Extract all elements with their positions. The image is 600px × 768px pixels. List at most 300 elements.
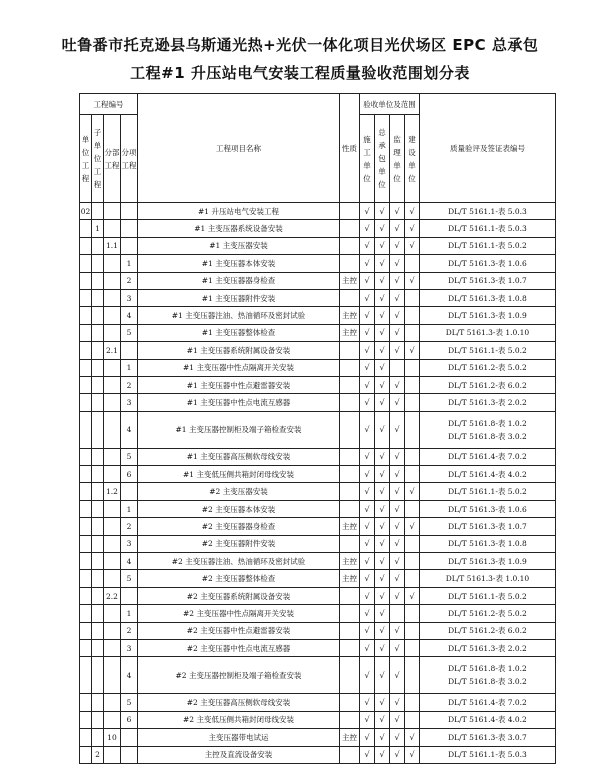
evaluation-form-code: DL/T 5161.1-表 5.0.3 xyxy=(448,224,527,234)
evaluation-form-code: DL/T 5161.2-表 5.0.2 xyxy=(448,608,527,618)
check-supervision: √ xyxy=(390,394,405,411)
cell-nature xyxy=(340,500,360,517)
cell-evaluation-form-no xyxy=(420,570,556,587)
cell-project-name: #1 主变压器中性点电流互感器 xyxy=(138,394,340,411)
cell-nature: 主控 xyxy=(340,307,360,324)
cell-part xyxy=(104,639,121,656)
cell-nature xyxy=(340,746,360,763)
check-supervision: √ xyxy=(390,553,405,570)
cell-unit xyxy=(80,307,92,324)
cell-nature: 主控 xyxy=(340,729,360,746)
cell-evaluation-form-no xyxy=(420,553,556,570)
cell-part xyxy=(104,746,121,763)
cell-item xyxy=(121,746,138,763)
cell-project-name: #1 主变压器整体检查 xyxy=(138,324,340,341)
cell-part xyxy=(104,694,121,711)
evaluation-form-code: DL/T 5161.2-表 6.0.2 xyxy=(448,626,527,636)
cell-project-name: 主变压器带电试运 xyxy=(138,729,340,746)
check-general: √ xyxy=(375,657,390,694)
cell-unit xyxy=(80,483,92,500)
cell-project-name: #1 主变压器中性点避雷器安装 xyxy=(138,376,340,393)
cell-item: 5 xyxy=(121,570,138,587)
check-construction: √ xyxy=(360,394,375,411)
cell-unit xyxy=(80,587,92,604)
cell-project-name: #1 主变压器器身检查 xyxy=(138,272,340,289)
check-construction: √ xyxy=(360,466,375,483)
cell-nature xyxy=(340,483,360,500)
check-supervision xyxy=(390,359,405,376)
cell-sub-unit xyxy=(92,570,104,587)
cell-item xyxy=(121,203,138,220)
cell-project-name: #2 主变压器附件安装 xyxy=(138,535,340,552)
check-construction: √ xyxy=(360,587,375,604)
check-construction: √ xyxy=(360,518,375,535)
cell-evaluation-form-no xyxy=(420,605,556,622)
cell-part xyxy=(104,448,121,465)
check-general: √ xyxy=(375,289,390,306)
cell-project-name: #1 主变压器安装 xyxy=(138,237,340,254)
cell-part: 2.1 xyxy=(104,342,121,359)
cell-evaluation-form-no xyxy=(420,307,556,324)
cell-part xyxy=(104,307,121,324)
cell-sub-unit xyxy=(92,694,104,711)
cell-item: 5 xyxy=(121,448,138,465)
evaluation-form-code: DL/T 5161.3-表 1.0.10 xyxy=(445,328,530,338)
cell-item: 1 xyxy=(121,359,138,376)
cell-project-name: #1 主变压器系统附属设备安装 xyxy=(138,342,340,359)
cell-project-name: #2 主变压器高压侧软母线安装 xyxy=(138,694,340,711)
cell-project-name: #1 主变压器注油、热油循环及密封试验 xyxy=(138,307,340,324)
acceptance-scope-table xyxy=(79,93,556,764)
cell-sub-unit xyxy=(92,272,104,289)
check-supervision: √ xyxy=(390,622,405,639)
cell-evaluation-form-no xyxy=(420,657,556,694)
cell-evaluation-form-no xyxy=(420,518,556,535)
check-general: √ xyxy=(375,535,390,552)
check-supervision: √ xyxy=(390,483,405,500)
header-supervision-unit: 监理单位 xyxy=(390,115,405,203)
evaluation-form-code: DL/T 5161.3-表 1.0.9 xyxy=(448,556,527,566)
cell-project-name: #1 升压站电气安装工程 xyxy=(138,203,340,220)
check-supervision: √ xyxy=(390,729,405,746)
table-row xyxy=(80,639,556,656)
evaluation-form-code: DL/T 5161.3-表 1.0.6 xyxy=(448,258,527,268)
check-general: √ xyxy=(375,694,390,711)
check-construction: √ xyxy=(360,535,375,552)
evaluation-form-code: DL/T 5161.3-表 1.0.7 xyxy=(448,521,527,531)
cell-evaluation-form-no xyxy=(420,711,556,728)
evaluation-form-code: DL/T 5161.3-表 1.0.10 xyxy=(445,574,530,584)
check-owner xyxy=(405,394,420,411)
cell-unit xyxy=(80,639,92,656)
cell-evaluation-form-no xyxy=(420,729,556,746)
check-general: √ xyxy=(375,570,390,587)
table-row xyxy=(80,622,556,639)
table-row xyxy=(80,376,556,393)
cell-unit xyxy=(80,729,92,746)
cell-evaluation-form-no xyxy=(420,272,556,289)
check-construction: √ xyxy=(360,711,375,728)
check-construction: √ xyxy=(360,220,375,237)
check-owner: √ xyxy=(405,237,420,254)
cell-part xyxy=(104,220,121,237)
check-construction: √ xyxy=(360,553,375,570)
check-construction: √ xyxy=(360,376,375,393)
check-general: √ xyxy=(375,483,390,500)
cell-item: 4 xyxy=(121,553,138,570)
check-owner xyxy=(405,255,420,272)
cell-evaluation-form-no xyxy=(420,359,556,376)
table-row xyxy=(80,237,556,254)
cell-item: 4 xyxy=(121,307,138,324)
cell-unit xyxy=(80,324,92,341)
check-owner xyxy=(405,411,420,448)
check-supervision: √ xyxy=(390,307,405,324)
cell-nature xyxy=(340,605,360,622)
cell-evaluation-form-no xyxy=(420,639,556,656)
cell-unit xyxy=(80,570,92,587)
evaluation-form-code: DL/T 5161.3-表 3.0.7 xyxy=(448,732,527,742)
cell-item: 2 xyxy=(121,272,138,289)
check-general: √ xyxy=(375,605,390,622)
cell-evaluation-form-no xyxy=(420,203,556,220)
check-owner xyxy=(405,657,420,694)
header-evaluation-form-no: 质量验评及签证表编号 xyxy=(420,94,556,203)
table-row xyxy=(80,746,556,763)
cell-part xyxy=(104,394,121,411)
cell-evaluation-form-no xyxy=(420,483,556,500)
check-owner xyxy=(405,466,420,483)
evaluation-form-code: DL/T 5161.4-表 4.0.2 xyxy=(448,469,527,479)
check-supervision: √ xyxy=(390,376,405,393)
evaluation-form-code: DL/T 5161.2-表 5.0.2 xyxy=(448,363,527,373)
cell-sub-unit xyxy=(92,359,104,376)
cell-project-name: #2 主变压器注油、热油循环及密封试验 xyxy=(138,553,340,570)
cell-unit xyxy=(80,342,92,359)
cell-project-name: #1 主变压器高压侧软母线安装 xyxy=(138,448,340,465)
table-row xyxy=(80,448,556,465)
cell-sub-unit xyxy=(92,657,104,694)
check-construction: √ xyxy=(360,307,375,324)
table-row xyxy=(80,272,556,289)
cell-unit xyxy=(80,657,92,694)
table-row xyxy=(80,570,556,587)
check-supervision: √ xyxy=(390,500,405,517)
cell-project-name: #2 主变压器中性点电流互感器 xyxy=(138,639,340,656)
cell-part xyxy=(104,255,121,272)
table-row xyxy=(80,394,556,411)
check-owner xyxy=(405,448,420,465)
cell-unit xyxy=(80,535,92,552)
cell-nature xyxy=(340,466,360,483)
header-unit-project: 单位工程 xyxy=(80,115,92,203)
check-general: √ xyxy=(375,622,390,639)
cell-item: 4 xyxy=(121,411,138,448)
check-owner xyxy=(405,307,420,324)
cell-nature xyxy=(340,394,360,411)
check-construction: √ xyxy=(360,500,375,517)
check-supervision: √ xyxy=(390,694,405,711)
check-supervision: √ xyxy=(390,324,405,341)
cell-unit xyxy=(80,622,92,639)
check-owner xyxy=(405,605,420,622)
cell-evaluation-form-no xyxy=(420,411,556,448)
cell-project-name: #1 主变压器控制柜及端子箱检查安装 xyxy=(138,411,340,448)
evaluation-form-code: DL/T 5161.1-表 5.0.2 xyxy=(448,241,527,251)
check-general: √ xyxy=(375,255,390,272)
check-owner xyxy=(405,570,420,587)
cell-sub-unit xyxy=(92,255,104,272)
cell-item xyxy=(121,237,138,254)
table-row xyxy=(80,694,556,711)
check-general: √ xyxy=(375,746,390,763)
cell-nature xyxy=(340,289,360,306)
cell-sub-unit xyxy=(92,376,104,393)
cell-unit xyxy=(80,500,92,517)
check-construction: √ xyxy=(360,605,375,622)
check-construction: √ xyxy=(360,694,375,711)
cell-unit xyxy=(80,255,92,272)
cell-sub-unit xyxy=(92,394,104,411)
cell-item: 3 xyxy=(121,639,138,656)
cell-nature: 主控 xyxy=(340,553,360,570)
evaluation-form-code: DL/T 5161.4-表 7.0.2 xyxy=(448,452,527,462)
cell-evaluation-form-no xyxy=(420,500,556,517)
cell-evaluation-form-no xyxy=(420,324,556,341)
evaluation-form-code: DL/T 5161.8-表 1.0.2 xyxy=(448,418,527,428)
header-construction-unit: 施工单位 xyxy=(360,115,375,203)
cell-part: 1.2 xyxy=(104,483,121,500)
cell-nature xyxy=(340,411,360,448)
evaluation-form-code: DL/T 5161.3-表 2.0.2 xyxy=(448,397,527,407)
cell-project-name: #2 主变压器系统附属设备安装 xyxy=(138,587,340,604)
check-general: √ xyxy=(375,394,390,411)
cell-part xyxy=(104,376,121,393)
check-construction: √ xyxy=(360,639,375,656)
check-construction: √ xyxy=(360,448,375,465)
cell-item: 2 xyxy=(121,376,138,393)
cell-unit xyxy=(80,518,92,535)
evaluation-form-code: DL/T 5161.3-表 1.0.9 xyxy=(448,311,527,321)
cell-unit xyxy=(80,553,92,570)
cell-unit xyxy=(80,694,92,711)
cell-sub-unit xyxy=(92,605,104,622)
check-construction: √ xyxy=(360,289,375,306)
cell-part xyxy=(104,535,121,552)
check-general: √ xyxy=(375,639,390,656)
cell-unit xyxy=(80,448,92,465)
check-general: √ xyxy=(375,237,390,254)
check-owner: √ xyxy=(405,220,420,237)
check-construction: √ xyxy=(360,255,375,272)
evaluation-form-code: DL/T 5161.3-表 1.0.6 xyxy=(448,504,527,514)
cell-item: 5 xyxy=(121,694,138,711)
cell-part xyxy=(104,553,121,570)
check-supervision: √ xyxy=(390,203,405,220)
cell-sub-unit xyxy=(92,289,104,306)
check-supervision: √ xyxy=(390,448,405,465)
table-row xyxy=(80,255,556,272)
check-supervision: √ xyxy=(390,289,405,306)
cell-unit xyxy=(80,394,92,411)
table-row xyxy=(80,535,556,552)
cell-evaluation-form-no xyxy=(420,220,556,237)
cell-project-name: #1 主变压器系统设备安装 xyxy=(138,220,340,237)
check-supervision: √ xyxy=(390,272,405,289)
check-owner xyxy=(405,359,420,376)
cell-project-name: #1 主变压器附件安装 xyxy=(138,289,340,306)
cell-nature xyxy=(340,359,360,376)
header-sub-unit-project: 子单位工程 xyxy=(92,115,104,203)
cell-sub-unit xyxy=(92,500,104,517)
cell-sub-unit xyxy=(92,622,104,639)
cell-sub-unit: 2 xyxy=(92,746,104,763)
table-body xyxy=(80,203,556,764)
cell-unit xyxy=(80,605,92,622)
cell-nature xyxy=(340,255,360,272)
check-supervision: √ xyxy=(390,466,405,483)
document-title-line-1: 吐鲁番市托克逊县乌斯通光热+光伏一体化项目光伏场区 EPC 总承包 xyxy=(61,36,539,54)
cell-evaluation-form-no xyxy=(420,622,556,639)
check-construction: √ xyxy=(360,411,375,448)
cell-item xyxy=(121,220,138,237)
cell-project-name: #2 主变压器安装 xyxy=(138,483,340,500)
check-owner xyxy=(405,376,420,393)
check-supervision: √ xyxy=(390,220,405,237)
cell-evaluation-form-no xyxy=(420,342,556,359)
check-construction: √ xyxy=(360,203,375,220)
evaluation-form-code: DL/T 5161.8-表 3.0.2 xyxy=(448,431,527,441)
evaluation-form-code: DL/T 5161.1-表 5.0.2 xyxy=(448,345,527,355)
cell-item: 1 xyxy=(121,500,138,517)
cell-sub-unit xyxy=(92,639,104,656)
check-owner: √ xyxy=(405,746,420,763)
cell-project-name: #1 主变压器本体安装 xyxy=(138,255,340,272)
table-row xyxy=(80,203,556,220)
header-project-name: 工程项目名称 xyxy=(138,94,340,203)
check-general: √ xyxy=(375,500,390,517)
table-row xyxy=(80,518,556,535)
check-construction: √ xyxy=(360,237,375,254)
check-owner xyxy=(405,639,420,656)
cell-project-name: #2 主变压器中性点隔离开关安装 xyxy=(138,605,340,622)
cell-item: 2 xyxy=(121,622,138,639)
check-supervision: √ xyxy=(390,746,405,763)
cell-item: 2 xyxy=(121,518,138,535)
cell-part xyxy=(104,324,121,341)
cell-sub-unit xyxy=(92,535,104,552)
cell-part xyxy=(104,500,121,517)
evaluation-form-code: DL/T 5161.8-表 1.0.2 xyxy=(448,664,527,674)
cell-unit xyxy=(80,711,92,728)
cell-sub-unit xyxy=(92,729,104,746)
check-owner xyxy=(405,289,420,306)
cell-part xyxy=(104,203,121,220)
check-general: √ xyxy=(375,411,390,448)
cell-nature xyxy=(340,587,360,604)
cell-nature: 主控 xyxy=(340,570,360,587)
check-owner xyxy=(405,553,420,570)
cell-unit xyxy=(80,376,92,393)
table-row xyxy=(80,324,556,341)
evaluation-form-code: DL/T 5161.8-表 3.0.2 xyxy=(448,677,527,687)
check-general: √ xyxy=(375,518,390,535)
check-owner: √ xyxy=(405,342,420,359)
table-row xyxy=(80,466,556,483)
cell-item: 3 xyxy=(121,394,138,411)
check-general: √ xyxy=(375,342,390,359)
header-project-no: 工程编号 xyxy=(80,94,138,115)
cell-part xyxy=(104,518,121,535)
check-general: √ xyxy=(375,376,390,393)
check-general: √ xyxy=(375,307,390,324)
cell-nature xyxy=(340,376,360,393)
check-construction: √ xyxy=(360,324,375,341)
check-owner: √ xyxy=(405,518,420,535)
cell-nature xyxy=(340,535,360,552)
table-row xyxy=(80,307,556,324)
check-owner xyxy=(405,535,420,552)
cell-project-name: #1 主变压器中性点隔离开关安装 xyxy=(138,359,340,376)
cell-project-name: #2 主变压器器身检查 xyxy=(138,518,340,535)
cell-sub-unit: 1 xyxy=(92,220,104,237)
check-general: √ xyxy=(375,203,390,220)
cell-project-name: #2 主变压器中性点避雷器安装 xyxy=(138,622,340,639)
check-general: √ xyxy=(375,448,390,465)
cell-nature: 主控 xyxy=(340,518,360,535)
check-general: √ xyxy=(375,220,390,237)
cell-project-name: 主控及直流设备安装 xyxy=(138,746,340,763)
check-general: √ xyxy=(375,729,390,746)
evaluation-form-code: DL/T 5161.1-表 5.0.2 xyxy=(448,487,527,497)
header-item-project: 分项工程 xyxy=(121,115,138,203)
cell-project-name: #2 主变压器本体安装 xyxy=(138,500,340,517)
cell-part xyxy=(104,657,121,694)
evaluation-form-code: DL/T 5161.1-表 5.0.3 xyxy=(448,750,527,760)
cell-part: 2.2 xyxy=(104,587,121,604)
table-row xyxy=(80,359,556,376)
cell-project-name: #2 主变压器整体检查 xyxy=(138,570,340,587)
cell-nature: 主控 xyxy=(340,324,360,341)
cell-sub-unit xyxy=(92,307,104,324)
check-supervision: √ xyxy=(390,518,405,535)
cell-item: 3 xyxy=(121,535,138,552)
cell-part xyxy=(104,359,121,376)
cell-sub-unit xyxy=(92,553,104,570)
cell-item: 6 xyxy=(121,711,138,728)
check-owner: √ xyxy=(405,483,420,500)
cell-item: 6 xyxy=(121,466,138,483)
table-row xyxy=(80,220,556,237)
evaluation-form-code: DL/T 5161.1-表 5.0.3 xyxy=(448,206,527,216)
check-construction: √ xyxy=(360,657,375,694)
header-nature: 性质 xyxy=(340,94,360,203)
check-general: √ xyxy=(375,359,390,376)
check-supervision: √ xyxy=(390,411,405,448)
cell-unit xyxy=(80,411,92,448)
check-construction: √ xyxy=(360,483,375,500)
table-row xyxy=(80,289,556,306)
cell-evaluation-form-no xyxy=(420,448,556,465)
cell-nature xyxy=(340,203,360,220)
check-owner xyxy=(405,694,420,711)
cell-project-name: #2 主变压器控制柜及端子箱检查安装 xyxy=(138,657,340,694)
cell-evaluation-form-no xyxy=(420,394,556,411)
cell-item xyxy=(121,342,138,359)
header-acceptance-scope: 验收单位及范围 xyxy=(360,94,420,115)
cell-item xyxy=(121,729,138,746)
table-row xyxy=(80,411,556,448)
